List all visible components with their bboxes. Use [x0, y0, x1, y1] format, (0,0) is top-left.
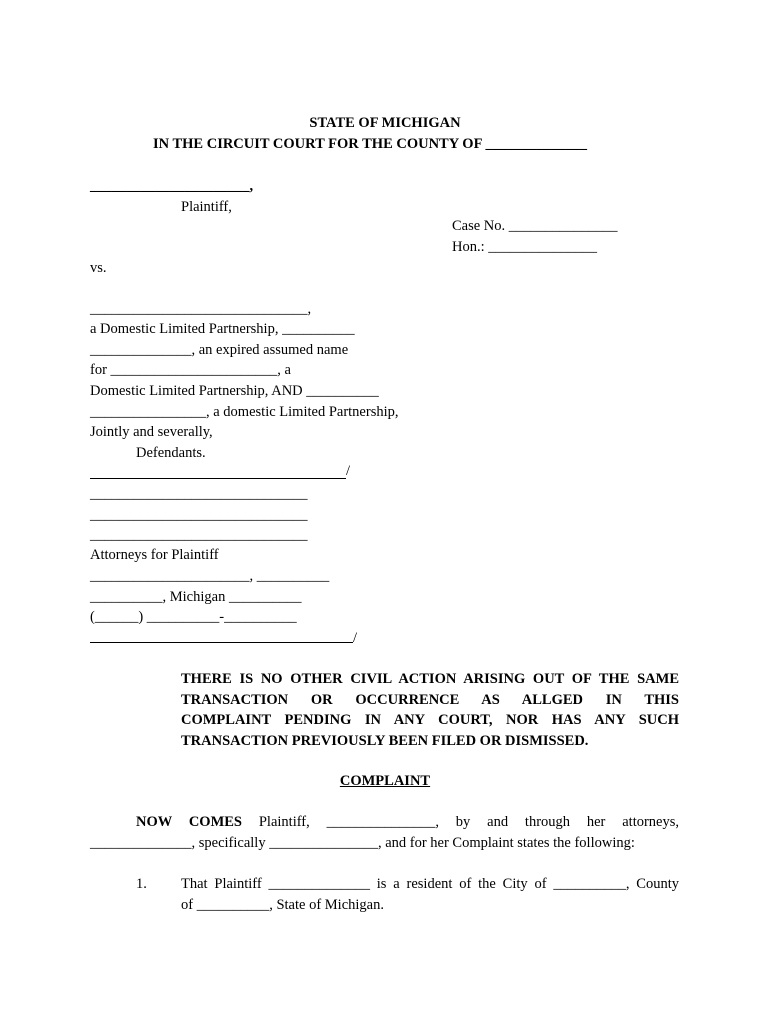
- plaintiff-blank: ______________________,: [90, 178, 254, 194]
- attorney-line: ______________________________: [90, 486, 308, 502]
- defendant-line: ______________________________,: [90, 301, 312, 317]
- defendant-line: ______________, an expired assumed name: [90, 342, 349, 358]
- address-line: __________, Michigan __________: [90, 589, 302, 605]
- caption-divider: [90, 642, 353, 643]
- intro-text-1: Plaintiff, _______________, by and through her attorneys,: [242, 814, 680, 830]
- address-line: ______________________, __________: [90, 568, 330, 584]
- plaintiff-label: Plaintiff,: [181, 199, 232, 215]
- notice-line: TRANSACTION OR OCCURRENCE AS ALLGED IN THIS: [181, 692, 679, 708]
- defendant-line: Domestic Limited Partnership, AND __________: [90, 383, 379, 399]
- defendant-line: Jointly and severally,: [90, 424, 213, 440]
- defendants-label: Defendants.: [136, 445, 206, 461]
- paragraph-line: of __________, State of Michigan.: [181, 897, 384, 913]
- court-heading: IN THE CIRCUIT COURT FOR THE COUNTY OF ______________: [153, 136, 588, 152]
- divider-slash: /: [353, 630, 358, 646]
- judge-line: Hon.: _______________: [452, 239, 597, 255]
- address-line: (______) __________-__________: [90, 609, 297, 625]
- divider-slash: /: [346, 463, 351, 479]
- attorney-line: ______________________________: [90, 527, 308, 543]
- attorneys-label: Attorneys for Plaintiff: [90, 547, 219, 563]
- notice-line: THERE IS NO OTHER CIVIL ACTION ARISING OUT OF THE SAME: [181, 671, 679, 687]
- defendant-line: a Domestic Limited Partnership, __________: [90, 321, 355, 337]
- attorney-line: ______________________________: [90, 507, 308, 523]
- versus-label: vs.: [90, 260, 107, 276]
- caption-divider: [90, 478, 346, 479]
- defendant-line: ________________, a domestic Limited Partnership,: [90, 404, 399, 420]
- state-heading: STATE OF MICHIGAN: [309, 115, 461, 131]
- case-number: Case No. _______________: [452, 218, 618, 234]
- intro-line-2: ______________, specifically _______________, and for her Complaint states the following:: [90, 835, 635, 851]
- defendant-line: for _______________________, a: [90, 362, 291, 378]
- notice-line: COMPLAINT PENDING IN ANY COURT, NOR HAS ANY SUCH: [181, 712, 679, 728]
- notice-line: TRANSACTION PREVIOUSLY BEEN FILED OR DISMISSED.: [181, 733, 589, 749]
- paragraph-line: That Plaintiff ______________ is a resident of the City of __________, County: [181, 876, 679, 892]
- now-comes: NOW COMES: [136, 814, 243, 830]
- complaint-title: COMPLAINT: [339, 773, 431, 789]
- paragraph-number: 1.: [136, 876, 147, 892]
- intro-line-1: [136, 813, 679, 831]
